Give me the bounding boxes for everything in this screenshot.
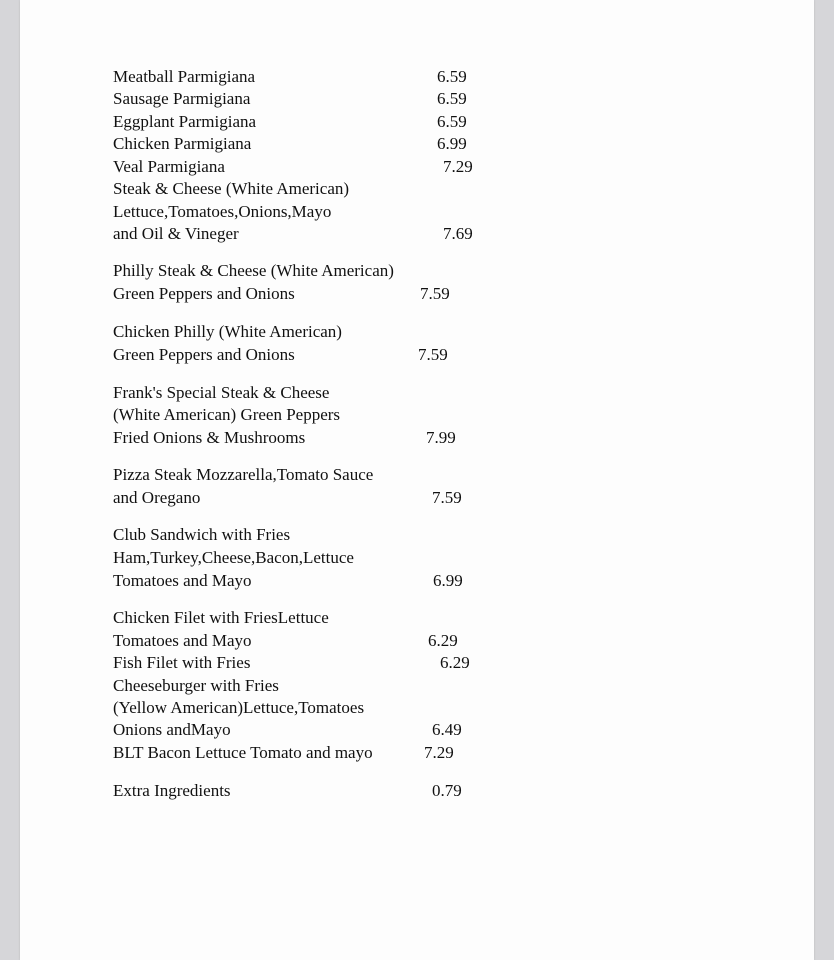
- menu-price: 7.29: [424, 743, 454, 762]
- menu-price: 7.59: [432, 488, 462, 507]
- menu-line: Philly Steak & Cheese (White American): [113, 261, 394, 280]
- menu-line: Pizza Steak Mozzarella,Tomato Sauce: [113, 465, 374, 484]
- menu-line: Veal Parmigiana: [113, 157, 225, 176]
- menu-price: 7.29: [443, 157, 473, 176]
- menu-line: Onions andMayo: [113, 720, 231, 739]
- menu-price: 7.59: [418, 345, 448, 364]
- menu-price: 7.69: [443, 224, 473, 243]
- menu-price: 6.59: [437, 67, 467, 86]
- menu-line: Tomatoes and Mayo: [113, 571, 252, 590]
- menu-line: Eggplant Parmigiana: [113, 112, 257, 131]
- menu-line: Cheeseburger with Fries: [113, 676, 279, 695]
- menu-line: Tomatoes and Mayo: [113, 631, 252, 650]
- menu-line: and Oregano: [113, 488, 201, 507]
- menu-price: 6.29: [440, 653, 470, 672]
- menu-line: and Oil & Vineger: [113, 224, 239, 243]
- menu-line: Steak & Cheese (White American): [113, 179, 350, 198]
- menu-line: (White American) Green Peppers: [113, 405, 341, 424]
- menu-price: 6.29: [428, 631, 458, 650]
- menu-price: 7.59: [420, 284, 450, 303]
- menu-line: Green Peppers and Onions: [113, 284, 295, 303]
- menu-line: Sausage Parmigiana: [113, 89, 251, 108]
- menu-line: Meatball Parmigiana: [113, 67, 256, 86]
- menu-price: 6.99: [433, 571, 463, 590]
- menu-line: Extra Ingredients: [113, 781, 231, 800]
- menu-line: BLT Bacon Lettuce Tomato and mayo: [113, 743, 373, 762]
- menu-line: Chicken Philly (White American): [113, 322, 342, 341]
- menu-line: Green Peppers and Onions: [113, 345, 295, 364]
- menu-price: 6.59: [437, 89, 467, 108]
- menu-line: Club Sandwich with Fries: [113, 525, 291, 544]
- menu-line: Chicken Filet with FriesLettuce: [113, 608, 329, 627]
- menu-line: Fried Onions & Mushrooms: [113, 428, 306, 447]
- menu-line: Chicken Parmigiana: [113, 134, 252, 153]
- menu-line: (Yellow American)Lettuce,Tomatoes: [113, 698, 365, 717]
- menu-price: 6.99: [437, 134, 467, 153]
- menu-price: 7.99: [426, 428, 456, 447]
- menu-price: 6.49: [432, 720, 462, 739]
- menu-line: Fish Filet with Fries: [113, 653, 251, 672]
- menu-line: Frank's Special Steak & Cheese: [113, 383, 330, 402]
- menu-price: 6.59: [437, 112, 467, 131]
- menu-line: Lettuce,Tomatoes,Onions,Mayo: [113, 202, 332, 221]
- menu-line: Ham,Turkey,Cheese,Bacon,Lettuce: [113, 548, 354, 567]
- menu-price: 0.79: [432, 781, 462, 800]
